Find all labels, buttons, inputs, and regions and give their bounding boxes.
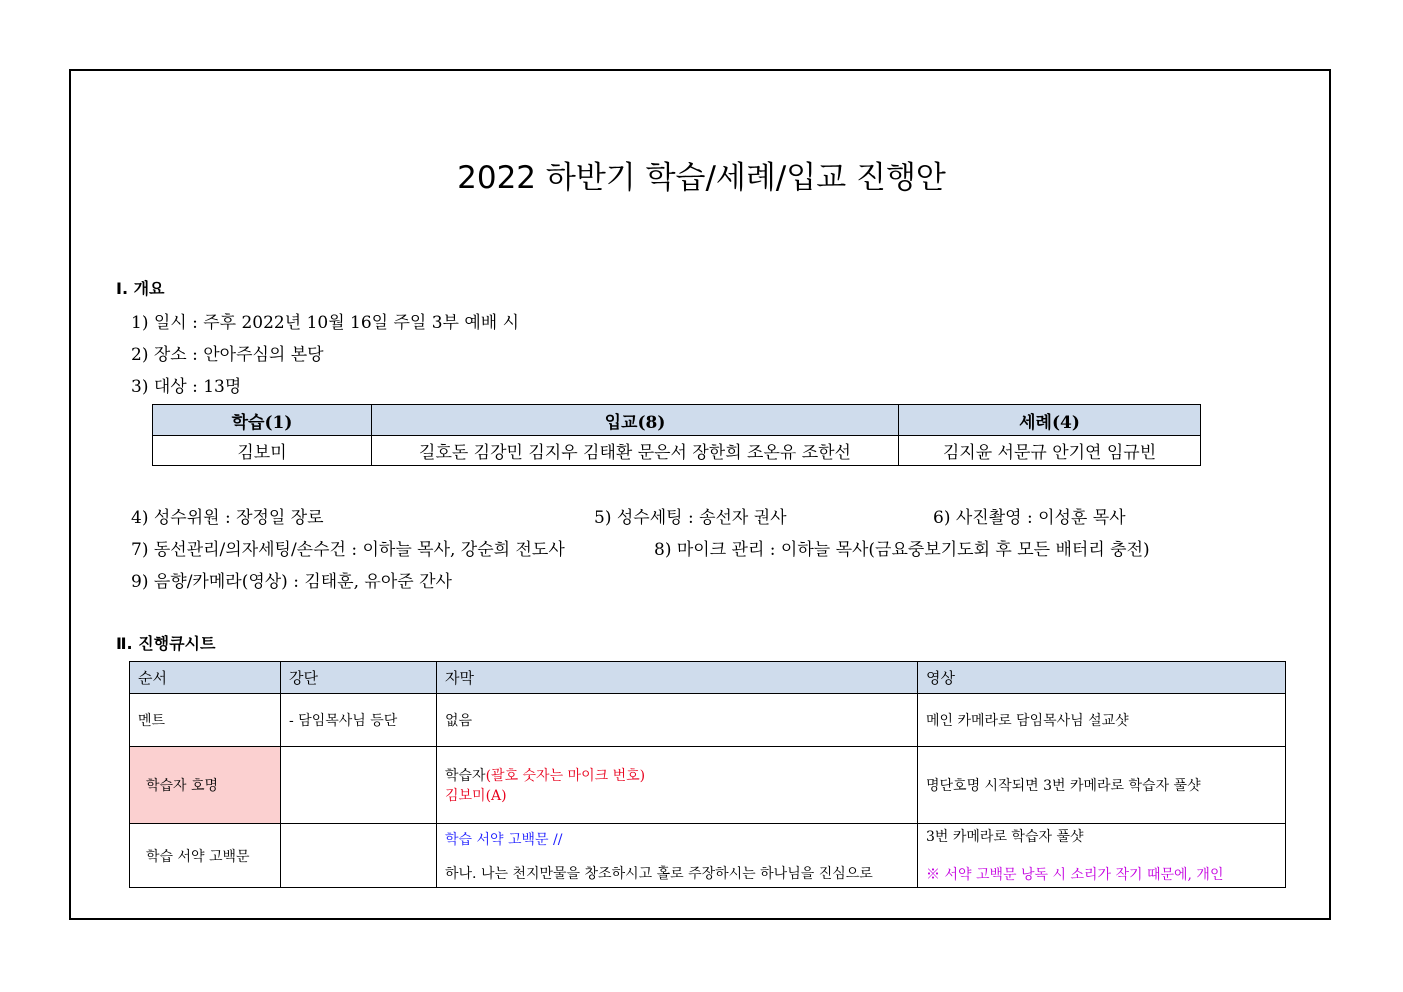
cue-sheet-table [129, 661, 1286, 888]
role-7: 7) 동선관리/의자세팅/손수건 : 이하늘 목사, 강순희 전도사 [131, 540, 565, 560]
role-6: 6) 사진촬영 : 이성훈 목사 [933, 508, 1126, 528]
roster-header-cell: 입교(8) [372, 405, 899, 436]
caption-text: 하나. 나는 천지만물을 창조하시고 홀로 주장하시는 하나님을 진심으로 [445, 865, 873, 882]
cue-caption-cell [437, 747, 918, 824]
role-9: 9) 음향/카메라(영상) : 김태훈, 유아준 간사 [131, 572, 452, 592]
cue-stage-cell [281, 747, 437, 824]
overview-date: 1) 일시 : 주후 2022년 10월 16일 주일 3부 예배 시 [131, 313, 520, 333]
section1-heading: Ⅰ. 개요 [116, 279, 165, 298]
cue-row [130, 747, 1286, 824]
role-5: 5) 성수세팅 : 송선자 권사 [594, 508, 787, 528]
video-note: ※ 서약 고백문 낭독 시 소리가 작기 때문에, 개인 [926, 867, 1224, 883]
role-8: 8) 마이크 관리 : 이하늘 목사(금요중보기도회 후 모든 배터리 충전) [654, 540, 1150, 560]
cue-order-cell: 학습 서약 고백문 [130, 824, 281, 888]
cue-caption-cell: 없음 [437, 694, 918, 747]
cue-header-cell: 자막 [437, 662, 918, 694]
roster-names-cell: 김보미 [153, 436, 372, 466]
cue-row [130, 824, 1286, 888]
cue-video-cell: 명단호명 시작되면 3번 카메라로 학습자 풀샷 [918, 747, 1286, 824]
cue-stage-cell: - 담임목사님 등단 [281, 694, 437, 747]
cue-header-cell: 영상 [918, 662, 1286, 694]
page-title: 2022 하반기 학습/세례/입교 진행안 [457, 160, 946, 196]
overview-place: 2) 장소 : 안아주심의 본당 [131, 345, 324, 365]
video-text: 3번 카메라로 학습자 풀샷 [926, 829, 1084, 845]
cue-header-cell: 순서 [130, 662, 281, 694]
cue-order-cell: 멘트 [130, 694, 281, 747]
role-4: 4) 성수위원 : 장정일 장로 [131, 508, 324, 528]
roster-header-cell: 학습(1) [153, 405, 372, 436]
cue-stage-cell [281, 824, 437, 888]
caption-title: 학습 서약 고백문 // [445, 831, 563, 848]
roster-header-cell: 세례(4) [899, 405, 1201, 436]
roster-header-row [153, 405, 1201, 436]
roster-names-row [153, 436, 1201, 466]
cue-header-cell: 강단 [281, 662, 437, 694]
roster-names-cell: 길호돈 김강민 김지우 김태환 문은서 장한희 조온유 조한선 [372, 436, 899, 466]
cue-order-cell: 학습자 호명 [130, 747, 281, 824]
cue-header-row [130, 662, 1286, 694]
cue-video-cell: 메인 카메라로 담임목사님 설교샷 [918, 694, 1286, 747]
caption-note: (괄호 숫자는 마이크 번호) [485, 768, 646, 784]
roster-names-cell: 김지윤 서문규 안기연 임규빈 [899, 436, 1201, 466]
caption-label: 학습자 [445, 768, 486, 784]
roster-table [152, 404, 1201, 466]
section2-heading: Ⅱ. 진행큐시트 [116, 634, 216, 653]
cue-video-cell [918, 824, 1286, 888]
cue-caption-cell [437, 824, 918, 888]
cue-row [130, 694, 1286, 747]
caption-name: 김보미(A) [445, 788, 507, 804]
overview-target: 3) 대상 : 13명 [131, 377, 242, 397]
